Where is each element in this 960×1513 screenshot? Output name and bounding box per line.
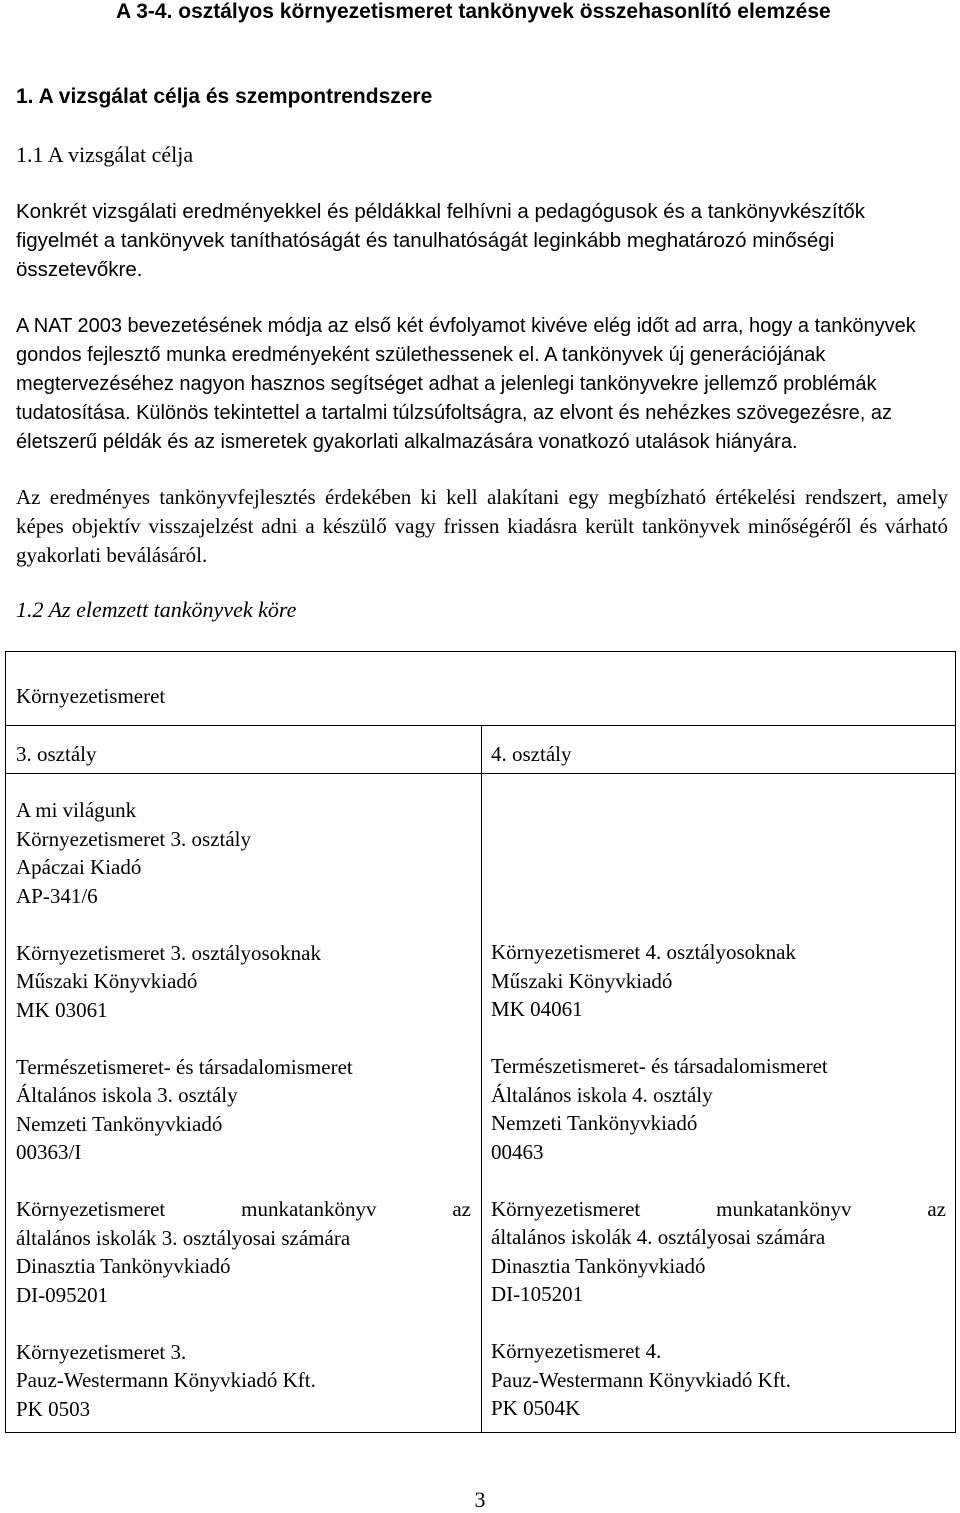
book-publisher: Dinasztia Tankönyvkiadó bbox=[16, 1254, 231, 1278]
paragraph-2: A NAT 2003 bevezetésének módja az első két évfolyamot kivéve elég időt ad arra, hogy a tankönyvek gondos fejlesztő munka eredményeként születhessenek el. A tankönyvek új generációjának megtervezéséhez nagyon hasznos segítséget adhat a jelenlegi tankönyvekre jellemző problémák tudatosítása. Különös tekintettel a tartalmi túlzsúfoltságra, az elvont és nehézkes szövegezésre, az életszerű példák és az ismeretek gyakorlati alkalmazására vonatkozó utalások hiányára. bbox=[16, 315, 916, 453]
column-4-books bbox=[491, 938, 946, 1451]
book-publisher: Nemzeti Tankönyvkiadó bbox=[491, 1111, 698, 1135]
book-title: Környezetismeret 3. bbox=[16, 1339, 187, 1364]
paragraph-1-line: összetevőkre. bbox=[16, 258, 143, 281]
book-subtitle: Általános iskola 3. osztály bbox=[16, 1083, 238, 1107]
book-title: A mi világunk bbox=[16, 798, 137, 822]
paragraph-3: Az eredményes tankönyvfejlesztés érdekében ki kell alakítani egy megbízható értékelési rendszert, amely képes objektív visszajelzést adni a készülő vagy frissen kiadásra került tankönyvek minőségéről és várható gyakorlati beválásáról. bbox=[16, 485, 948, 567]
page-number: 3 bbox=[474, 1487, 486, 1512]
section-1-2-heading: 1.2 Az elemzett tankönyvek köre bbox=[16, 597, 297, 622]
book-subtitle: Környezetismeret 3. osztály bbox=[16, 826, 251, 851]
document-title: A 3-4. osztályos környezetismeret tankönyvek összehasonlító elemzése bbox=[116, 0, 831, 23]
book-title: Környezetismeret munkatankönyv az bbox=[491, 1196, 946, 1221]
book-code: 00363/I bbox=[16, 1140, 82, 1164]
book-entry bbox=[16, 1053, 471, 1167]
book-title: Természetismeret- és társadalomismeret bbox=[16, 1054, 353, 1079]
book-publisher: Műszaki Könyvkiadó bbox=[16, 969, 198, 993]
book-title: Környezetismeret 4. osztályosoknak bbox=[491, 940, 796, 964]
book-code: PK 0503 bbox=[16, 1396, 91, 1421]
book-code: PK 0504K bbox=[491, 1396, 581, 1420]
section-1-1-heading: 1.1 A vizsgálat célja bbox=[16, 142, 194, 167]
book-entry bbox=[491, 1195, 946, 1309]
book-entry bbox=[16, 796, 471, 910]
book-title: Környezetismeret 3. osztályosoknak bbox=[16, 940, 321, 965]
book-entry bbox=[16, 939, 471, 1025]
book-entry bbox=[491, 938, 946, 1024]
book-subtitle: általános iskolák 4. osztályosai számára bbox=[491, 1225, 826, 1249]
book-entry bbox=[16, 1195, 471, 1309]
book-title: Környezetismeret munkatankönyv az bbox=[16, 1197, 471, 1221]
column-header-4: 4. osztály bbox=[491, 742, 572, 766]
subject-label: Környezetismeret bbox=[16, 684, 166, 708]
book-subtitle: Általános iskola 4. osztály bbox=[491, 1082, 713, 1107]
book-publisher: Nemzeti Tankönyvkiadó bbox=[16, 1111, 223, 1136]
book-title: Természetismeret- és társadalomismeret bbox=[491, 1054, 828, 1078]
book-publisher: Dinasztia Tankönyvkiadó bbox=[491, 1253, 706, 1278]
book-code: MK 03061 bbox=[16, 997, 108, 1022]
book-title: Környezetismeret 4. bbox=[491, 1339, 662, 1363]
column-3-books bbox=[16, 796, 471, 1452]
book-subtitle: általános iskolák 3. osztályosai számára bbox=[16, 1225, 351, 1250]
book-code: MK 04061 bbox=[491, 997, 583, 1021]
book-publisher: Apáczai Kiadó bbox=[16, 855, 142, 879]
book-code: 00463 bbox=[491, 1139, 544, 1164]
book-code: AP-341/6 bbox=[16, 883, 98, 908]
book-publisher: Műszaki Könyvkiadó bbox=[491, 968, 673, 993]
paragraph-1-line: Konkrét vizsgálati eredményekkel és példákkal felhívni a pedagógusok és a tankönyvkészítők bbox=[16, 200, 865, 223]
book-entry bbox=[16, 1338, 471, 1424]
book-code: DI-105201 bbox=[491, 1282, 584, 1306]
section-1-heading: 1. A vizsgálat célja és szempontrendszere bbox=[16, 85, 433, 108]
paragraph-1 bbox=[16, 197, 865, 284]
book-publisher: Pauz-Westermann Könyvkiadó Kft. bbox=[491, 1367, 791, 1392]
paragraph-1-line: figyelmét a tankönyvek taníthatóságát és tanulhatóságát leginkább meghatározó minőségi bbox=[16, 229, 835, 252]
book-publisher: Pauz-Westermann Könyvkiadó Kft. bbox=[16, 1368, 316, 1392]
column-header-3: 3. osztály bbox=[16, 742, 97, 766]
book-code: DI-095201 bbox=[16, 1282, 109, 1307]
book-entry bbox=[491, 1052, 946, 1166]
column-divider bbox=[481, 725, 482, 1432]
book-entry bbox=[491, 1337, 946, 1423]
textbook-table bbox=[5, 651, 956, 1433]
